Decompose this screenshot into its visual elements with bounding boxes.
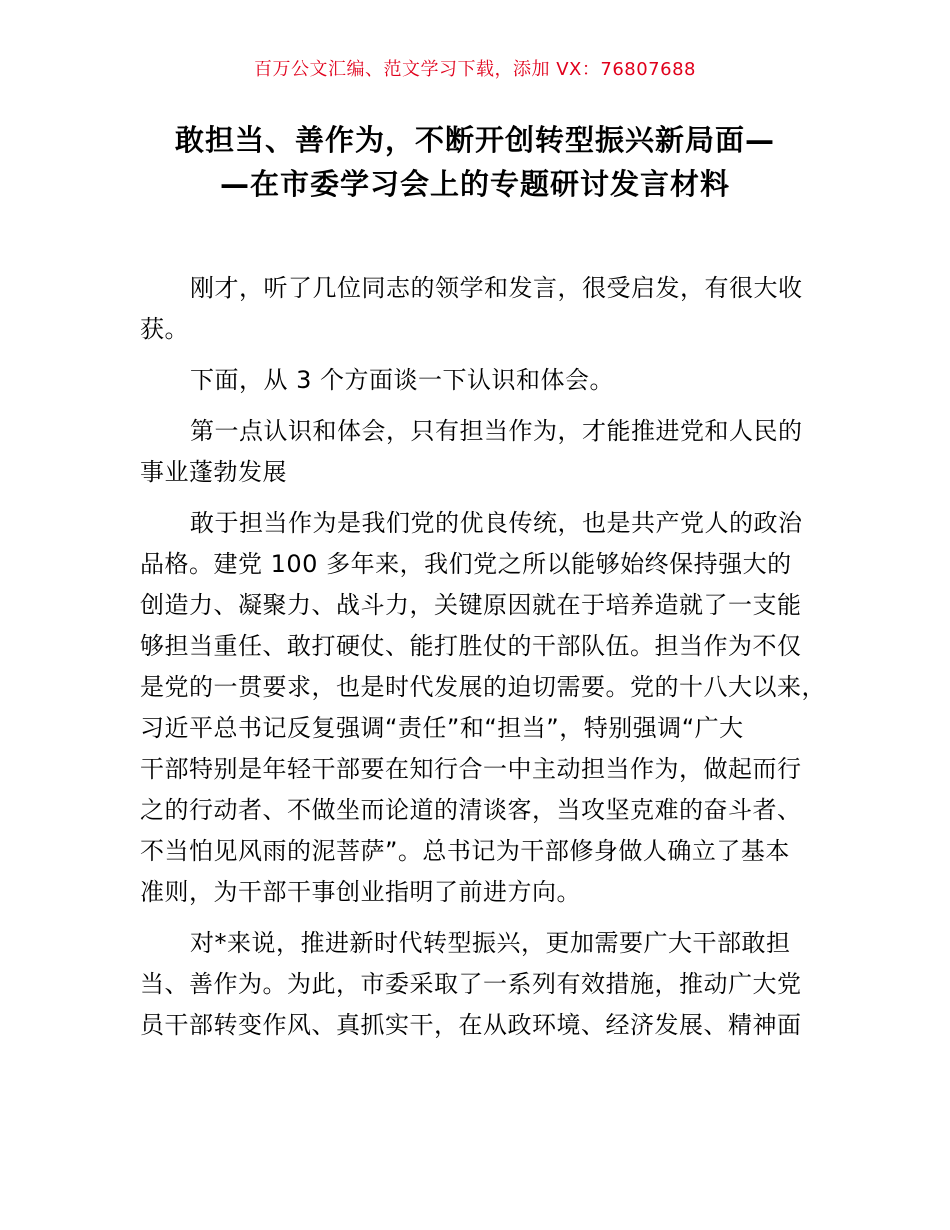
paragraph-3 bbox=[140, 411, 820, 493]
document-body bbox=[140, 268, 826, 1056]
watermark-header-note: 百万公文汇编、范文学习下载，添加 VX：76807688 bbox=[254, 59, 696, 80]
title-line-2: —在市委学习会上的专题研讨发言材料 bbox=[219, 167, 730, 201]
paragraph-line: 干部特别是年轻干部要在知行合一中主动担当作为，做起而行 bbox=[140, 755, 802, 783]
paragraph-line: 员干部转变作风、真抓实干，在从政环境、经济发展、精神面 bbox=[140, 1011, 802, 1039]
paragraph-line: 事业蓬勃发展 bbox=[140, 458, 287, 486]
paragraph-line: 对*来说，推进新时代转型振兴，更加需要广大干部敢担 bbox=[190, 929, 791, 957]
paragraph-line: 不当怕见风雨的泥菩萨”。总书记为干部修身做人确立了基本 bbox=[140, 837, 790, 865]
paragraph-line: 当、善作为。为此，市委采取了一系列有效措施，推动广大党 bbox=[140, 970, 802, 998]
paragraph-5 bbox=[140, 923, 820, 1046]
paragraph-line: 之的行动者、不做坐而论道的清谈客，当攻坚克难的奋斗者、 bbox=[140, 796, 802, 824]
paragraph-1 bbox=[140, 268, 820, 350]
paragraph-line: 够担当重任、敢打硬仗、能打胜仗的干部队伍。担当作为不仅 bbox=[140, 632, 802, 660]
paragraph-line: 创造力、凝聚力、战斗力，关键原因就在于培养造就了一支能 bbox=[140, 591, 802, 619]
paragraph-line: 刚才，听了几位同志的领学和发言，很受启发，有很大收 bbox=[190, 274, 803, 302]
paragraph-line: 准则，为干部干事创业指明了前进方向。 bbox=[140, 878, 581, 906]
paragraph-line: 获。 bbox=[140, 315, 189, 343]
paragraph-2 bbox=[140, 360, 820, 401]
paragraph-line: 习近平总书记反复强调“责任”和“担当”，特别强调“广大 bbox=[140, 714, 744, 742]
paragraph-line: 是党的一贯要求，也是时代发展的迫切需要。党的十八大以来， bbox=[140, 673, 826, 701]
paragraph-line: 敢于担当作为是我们党的优良传统，也是共产党人的政治 bbox=[190, 509, 803, 537]
paragraph-line: 第一点认识和体会，只有担当作为，才能推进党和人民的 bbox=[190, 417, 803, 445]
paragraph-line: 品格。建党 100 多年来，我们党之所以能够始终保持强大的 bbox=[140, 550, 792, 578]
paragraph-line: 下面，从 3 个方面谈一下认识和体会。 bbox=[190, 366, 615, 394]
title-line-1: 敢担当、善作为，不断开创转型振兴新局面— bbox=[174, 123, 775, 157]
paragraph-4 bbox=[140, 503, 826, 913]
document-title bbox=[120, 118, 830, 206]
